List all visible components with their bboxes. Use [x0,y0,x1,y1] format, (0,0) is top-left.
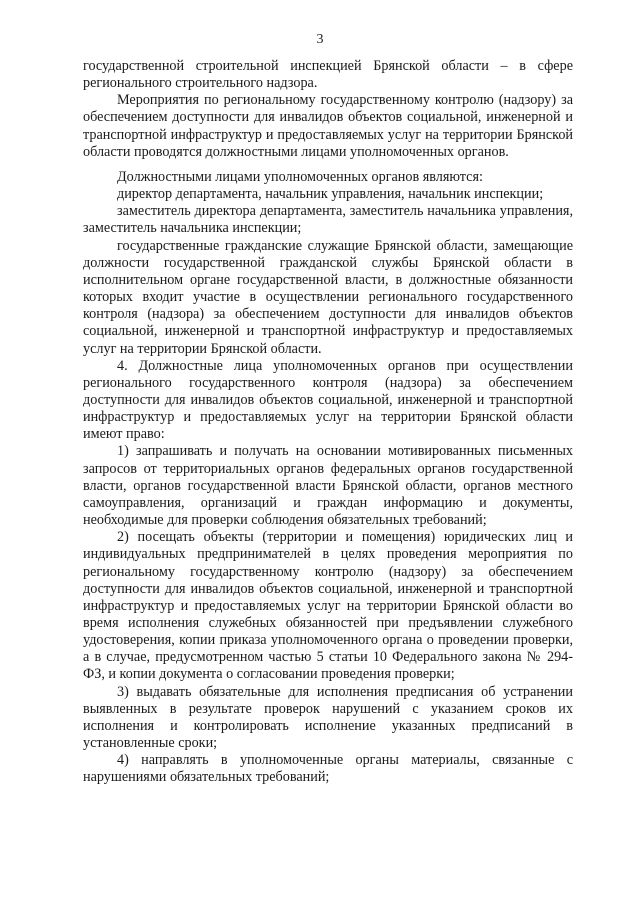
paragraph-officials-directors: директор департамента, начальник управления, начальник инспекции; [117,186,544,203]
document-body [83,58,573,787]
paragraph-section-4-rights: 4. Должностные лица уполномоченных органов при осуществлении регионального государственного контроля (надзора) за обеспечением доступности для инвалидов объектов социальной, инженерной и транспортной инфраструктур и предоставляемых услуг на территории Брянской области имеют право: [83,357,573,443]
paragraph-officials-deputies: заместитель директора департамента, заместитель начальника управления, заместитель начальника инспекции; [83,203,573,237]
paragraph-right-4-send-materials: 4) направлять в уполномоченные органы материалы, связанные с нарушениями обязательных требований; [83,752,573,786]
paragraph-inspection-continuation: государственной строительной инспекцией Брянской области – в сфере регионального строительного надзора. [83,58,573,92]
paragraph-right-2-visit-objects: 2) посещать объекты (территории и помещения) юридических лиц и индивидуальных предпринимателей в целях проведения мероприятия по региональному государственному контролю (надзору) за обеспечением доступности для инвалидов объектов социальной, инженерной и транспортной инфраструктур и предоставляемых услуг на территории Брянской области во время исполнения служебных обязанностей при предъявлении служебного удостоверения, копии приказа уполномоченного органа о проведении проверки, а в случае, предусмотренном частью 5 статьи 10 Федерального закона № 294-ФЗ, и копии документа о согласовании проведения проверки; [83,529,573,683]
paragraph-control-measures: Мероприятия по региональному государственному контролю (надзору) за обеспечением доступности для инвалидов объектов социальной, инженерной и транспортной инфраструктур и предоставляемых услуг на территории Брянской области проводятся должностными лицами уполномоченных органов. [83,92,573,160]
paragraph-officials-civil-servants: государственные гражданские служащие Брянской области, замещающие должности государственной гражданской службы Брянской области в исполнительном органе государственной власти, в должностные обязанности которых входит участие в осуществлении регионального государственного контроля (надзора) за обеспечением доступности для инвалидов объектов социальной, инженерной и транспортной инфраструктур и предоставляемых услуг на территории Брянской области. [83,237,573,357]
page-number: 3 [316,32,324,47]
paragraph-right-1-request-information: 1) запрашивать и получать на основании мотивированных письменных запросов от территориальных органов федеральных органов государственной власти, органов государственной власти Брянской области, органов местного самоуправления, организаций и граждан информацию и документы, необходимые для проверки соблюдения обязательных требований; [83,443,573,529]
paragraph-officials-intro: Должностными лицами уполномоченных органов являются: [117,168,483,185]
paragraph-right-3-issue-orders: 3) выдавать обязательные для исполнения предписания об устранении выявленных в результате проверок нарушений с указанием сроков их исполнения и контролировать исполнение указанных предписаний в установленные сроки; [83,683,573,752]
